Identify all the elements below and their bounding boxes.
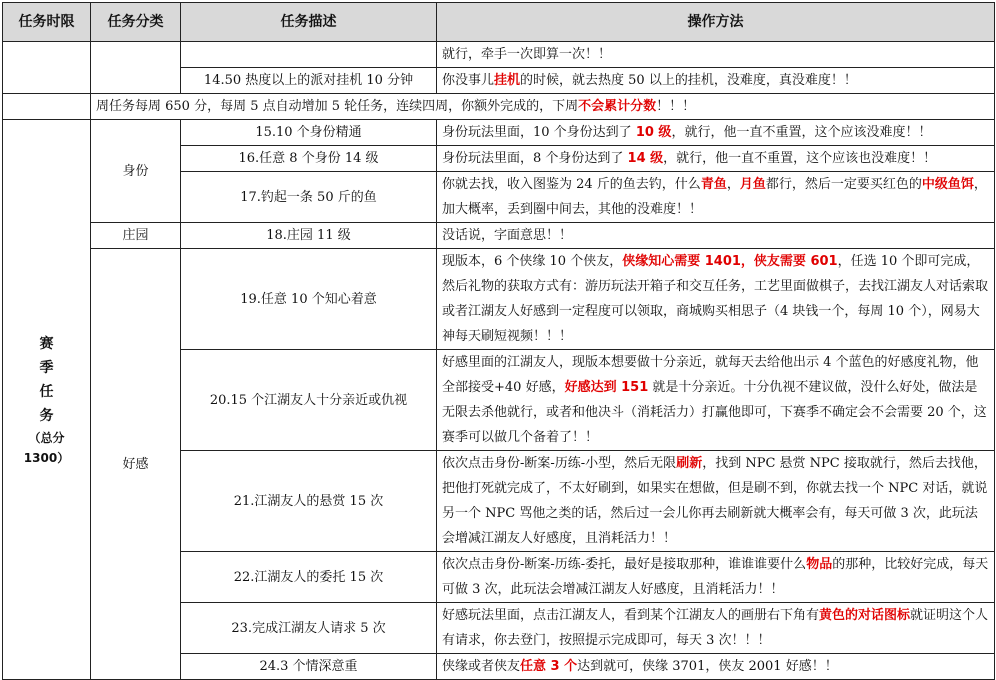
weekly-note: 周任务每周 650 分，每周 5 点自动增加 5 轮任务，连续四周，你额外完成的，下周不会累计分数！！！ bbox=[91, 94, 995, 120]
desc-cell: 18.庄园 11 级 bbox=[181, 223, 437, 249]
season-label: 赛 季 任 务 （总分 1300） bbox=[3, 120, 91, 680]
table-row bbox=[3, 249, 995, 350]
method-cell: 你没事儿挂机的时候，就去热度 50 以上的挂机，没难度，真没难度！！ bbox=[437, 68, 995, 94]
method-cell: 现版本，6 个侠缘 10 个侠友，侠缘知心需要 1401，侠友需要 601，任选 10 个即可完成，然后礼物的获取方式有：游历玩法开箱子和交互任务，工艺里面做棋子，去找江湖友人对话索取或者江湖友人好感到一定程度可以领取，商城购买相思子（4 块钱一个，每周 10 个），网易大神每天刷短视频！！！ bbox=[437, 249, 995, 350]
category-manor: 庄园 bbox=[91, 223, 181, 249]
desc-cell: 15.10 个身份精通 bbox=[181, 120, 437, 146]
desc-cell: 17.钓起一条 50 斤的鱼 bbox=[181, 172, 437, 223]
method-cell: 就行，牵手一次即算一次！！ bbox=[437, 42, 995, 68]
table-row bbox=[3, 120, 995, 146]
method-cell: 依次点击身份-断案-历练-小型，然后无限刷新，找到 NPC 悬赏 NPC 接取就行，然后去找他，把他打死就完成了，不太好刷到，如果实在想做，但是刷不到，你就去找一个 NPC 对话，就说另一个 NPC 骂他之类的话，然后过一会儿你再去刷新就大概率会有，每天可做 3 次，此玩法会增减江湖友人好感度，且消耗活力！！ bbox=[437, 451, 995, 552]
desc-cell: 20.15 个江湖友人十分亲近或仇视 bbox=[181, 350, 437, 451]
desc-cell: 16.任意 8 个身份 14 级 bbox=[181, 146, 437, 172]
table-row bbox=[3, 42, 995, 68]
desc-cell: 23.完成江湖友人请求 5 次 bbox=[181, 603, 437, 654]
header-desc: 任务描述 bbox=[181, 3, 437, 42]
note-time-cell bbox=[3, 94, 91, 120]
header-row bbox=[3, 3, 995, 42]
category-affection: 好感 bbox=[91, 249, 181, 680]
method-cell: 你就去找，收入图鉴为 24 斤的鱼去钓，什么青鱼，月鱼都行，然后一定要买红色的中级鱼饵，加大概率，丢到圈中间去，其他的没难度！！ bbox=[437, 172, 995, 223]
method-cell: 好感玩法里面，点击江湖友人，看到某个江湖友人的画册右下角有黄色的对话图标就证明这个人有请求，你去登门，按照提示完成即可，每天 3 次！！！ bbox=[437, 603, 995, 654]
method-cell: 依次点击身份-断案-历练-委托，最好是接取那种，谁谁谁要什么物品的那种，比较好完成，每天可做 3 次，此玩法会增减江湖友人好感度，且消耗活力！！ bbox=[437, 552, 995, 603]
category-identity: 身份 bbox=[91, 120, 181, 223]
weekly-note-row bbox=[3, 94, 995, 120]
header-time: 任务时限 bbox=[3, 3, 91, 42]
method-cell: 没话说，字面意思！！ bbox=[437, 223, 995, 249]
desc-cell bbox=[181, 42, 437, 68]
task-table bbox=[2, 2, 995, 680]
desc-cell: 24.3 个情深意重 bbox=[181, 654, 437, 680]
header-category: 任务分类 bbox=[91, 3, 181, 42]
desc-cell: 21.江湖友人的悬赏 15 次 bbox=[181, 451, 437, 552]
method-cell: 侠缘或者侠友任意 3 个达到就可，侠缘 3701，侠友 2001 好感！！ bbox=[437, 654, 995, 680]
weekly-time-cell bbox=[3, 42, 91, 94]
method-cell: 身份玩法里面，8 个身份达到了 14 级，就行，他一直不重置，这个应该也没难度！！ bbox=[437, 146, 995, 172]
header-method: 操作方法 bbox=[437, 3, 995, 42]
desc-cell: 22.江湖友人的委托 15 次 bbox=[181, 552, 437, 603]
method-cell: 好感里面的江湖友人，现版本想要做十分亲近，就每天去给他出示 4 个蓝色的好感度礼物，他全部接受+40 好感，好感达到 151 就是十分亲近。十分仇视不建议做，没什么好处，做法是无限去杀他就行，或者和他决斗（消耗活力）打赢他即可，下赛季不确定会不会需要 20 个，这赛季可以做几个备着了！！ bbox=[437, 350, 995, 451]
desc-cell: 14.50 热度以上的派对挂机 10 分钟 bbox=[181, 68, 437, 94]
method-cell: 身份玩法里面，10 个身份达到了 10 级，就行，他一直不重置，这个应该没难度！！ bbox=[437, 120, 995, 146]
desc-cell: 19.任意 10 个知心着意 bbox=[181, 249, 437, 350]
weekly-category-cell bbox=[91, 42, 181, 94]
table-row bbox=[3, 223, 995, 249]
